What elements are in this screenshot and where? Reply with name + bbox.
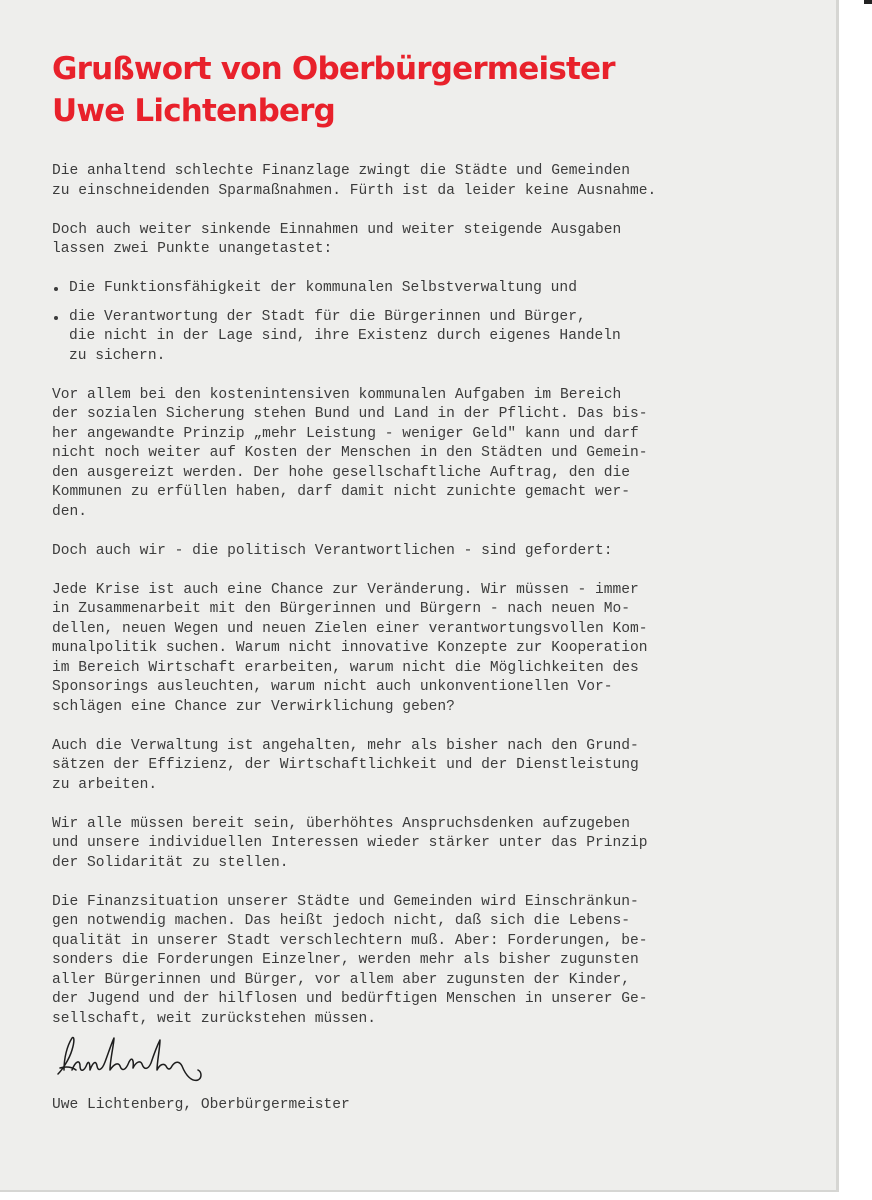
title-line-2: Uwe Lichtenberg	[52, 93, 336, 129]
bullet-item-2: die Verantwortung der Stadt für die Bürgerinnen und Bürger, die nicht in der Lage sind, ihre Existenz durch eigenes Handeln zu sichern.	[52, 308, 712, 367]
paragraph-1: Die anhaltend schlechte Finanzlage zwingt die Städte und Gemeinden zu einschneidenden Sparmaßnahmen. Fürth ist da leider keine Ausnahme.	[52, 163, 657, 199]
page-edge-right	[836, 0, 839, 1190]
letter-body	[52, 162, 712, 1049]
paragraph-8: Die Finanzsituation unserer Städte und Gemeinden wird Einschränkun- gen notwendig machen. Das heißt jedoch nicht, daß sich die Lebens- qualität in unserer Stadt verschlechtern muß. Aber: Forderungen, be- sonders die Forderungen Einzelner, werden mehr als bisher zugunsten aller Bürgerinnen und Bürger, vor allem aber zugunsten der Kinder, der Jugend und der hilflosen und bedürftigen Menschen in unserer Ge- sellschaft, weit zurückstehen müssen.	[52, 893, 648, 1027]
paragraph-3: Vor allem bei den kostenintensiven kommunalen Aufgaben im Bereich der sozialen Sicherung stehen Bund und Land in der Pflicht. Das bis- her angewandte Prinzip „mehr Leistung - weniger Geld" kann und darf nicht noch weiter auf Kosten der Menschen in den Städten und Gemein- den ausgereizt werden. Der hohe gesellschaftliche Auftrag, den die Kommunen zu erfüllen haben, darf damit nicht zunichte gemacht wer- den.	[52, 386, 648, 520]
paragraph-5: Jede Krise ist auch eine Chance zur Veränderung. Wir müssen - immer in Zusammenarbeit mit den Bürgerinnen und Bürgern - nach neuen Mo- dellen, neuen Wegen und neuen Zielen einer verantwortungsvollen Kom- munalpolitik suchen. Warum nicht innovative Konzepte zur Kooperation im Bereich Wirtschaft erarbeiten, warum nicht die Möglichkeiten des Sponsorings ausleuchten, warum nicht auch unkonventionellen Vor- schlägen eine Chance zur Verwirklichung geben?	[52, 581, 648, 715]
signature-name-line: Uwe Lichtenberg, Oberbürgermeister	[52, 1097, 350, 1113]
page-title	[52, 48, 812, 132]
scan-corner-mark	[864, 0, 872, 4]
bullet-item-1: Die Funktionsfähigkeit der kommunalen Selbstverwaltung und	[52, 279, 712, 299]
handwritten-signature	[50, 1030, 220, 1088]
title-line-1: Grußwort von Oberbürgermeister	[52, 51, 615, 87]
paragraph-6: Auch die Verwaltung ist angehalten, mehr als bisher nach den Grund- sätzen der Effizienz, der Wirtschaftlichkeit und der Dienstleistung zu arbeiten.	[52, 737, 639, 793]
paragraph-2: Doch auch weiter sinkende Einnahmen und weiter steigende Ausgaben lassen zwei Punkte unangetastet:	[52, 221, 622, 257]
paragraph-7: Wir alle müssen bereit sein, überhöhtes Anspruchsdenken aufzugeben und unsere individuellen Interessen wieder stärker unter das Prinzip der Solidarität zu stellen.	[52, 815, 648, 871]
bullet-list	[52, 279, 712, 366]
page-edge-bottom	[0, 1190, 839, 1192]
paragraph-4: Doch auch wir - die politisch Verantwortlichen - sind gefordert:	[52, 542, 613, 559]
